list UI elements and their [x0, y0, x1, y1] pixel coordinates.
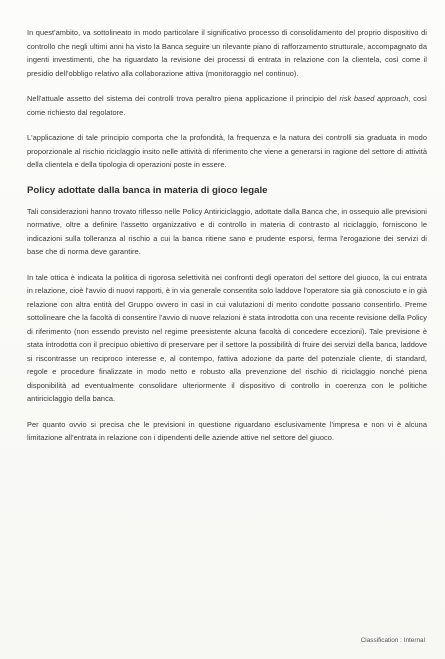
classification-footer [361, 637, 425, 644]
document-body [27, 26, 427, 457]
paragraph-selettivita-operatori: In tale ottica è indicata la politica di rigorosa selettività nei confronti degli operatori del settore del giuoco, la cui entrata in relazione, cioè l'avvio di nuovi rapporti, è in via generale consentita solo laddove l'operatore sia già conosciuto e in già relazione con altra entità del Gruppo ovvero in casi in cui valutazioni di merito condotte possano consentirlo. Preme sottolineare che la facoltà di consentire l'avvio di nuove relazioni è stata introdotta con una recente revisione della Policy di riferimento (non essendo previsto nel regime preesistente alcuna facoltà di concedere eccezioni). Tale previsione è stata introdotta con il precipuo obiettivo di preservare per il settore la possibilità di fruire dei servizi della banca, laddove si riscontrasse un reciproco interesse e, al contempo, fattiva adozione da parte del potenziale cliente, di standard, regole e procedure finalizzate in modo netto e robusto alla prevenzione del rischio di riciclaggio nonché piena disponibilità ad eventualmente consolidare ulteriormente il dispositivo di controllo in coerenza con le politiche antiriciclaggio della banca. [27, 272, 427, 403]
paragraph-text: , così come richiesto dal regolatore. [27, 94, 427, 117]
paragraph-policy-antiriciclaggio: Tali considerazioni hanno trovato riflesso nelle Policy Antiriciclaggio, adottate dalla Banca che, in ossequio alle previsioni normative, oltre a definire l'assetto organizzativo e di controllo in materia di contrasto al riciclaggio, forniscono le indicazioni sulla tolleranza al rischio a cui la banca ritiene sano e prudente esporsi, ferma l'erogazione dei servizi di base che di norma deve garantire. [27, 206, 427, 256]
classification-value: Internal [403, 637, 425, 644]
paragraph-applicazione-principio: L'applicazione di tale principio comporta che la profondità, la frequenza e la natura dei controlli sia graduata in modo proporzionale al rischio riciclaggio insito nelle attività di riferimento che viene a generarsi in ragione del settore di attività della clientela e della tipologia di operazioni poste in essere. [27, 133, 427, 169]
classification-label: Classification : [360, 637, 402, 644]
section-heading: Policy adottate dalla banca in materia di gioco legale [27, 184, 268, 196]
paragraph-precisazione-dipendenti: Per quanto ovvio si precisa che le previsioni in questione riguardano esclusivamente l'impresa e non vi è alcuna limitazione all'entrata in relazione con i dipendenti delle aziende attive nel settore del giuoco. [27, 419, 427, 442]
paragraph-risk-based-approach [27, 92, 427, 119]
emphasis-risk-based-approach: risk based approach [339, 94, 409, 103]
paragraph-consolidamento: In quest'ambito, va sottolineato in modo particolare il significativo processo di consolidamento del proprio dispositivo di controllo che negli ultimi anni ha visto la Banca seguire un rilevante piano di rafforzamento strutturale, accompagnato da ingenti investimenti, che ha riguardato la revisione dei processi di entrata in relazione con la clientela, così come il presidio dell'obbligo relativo alla collaborazione attiva (monitoraggio nel continuo). [27, 28, 427, 78]
paragraph-text: Nell'attuale assetto del sistema dei controlli trova peraltro piena applicazione il principio del [27, 94, 340, 103]
